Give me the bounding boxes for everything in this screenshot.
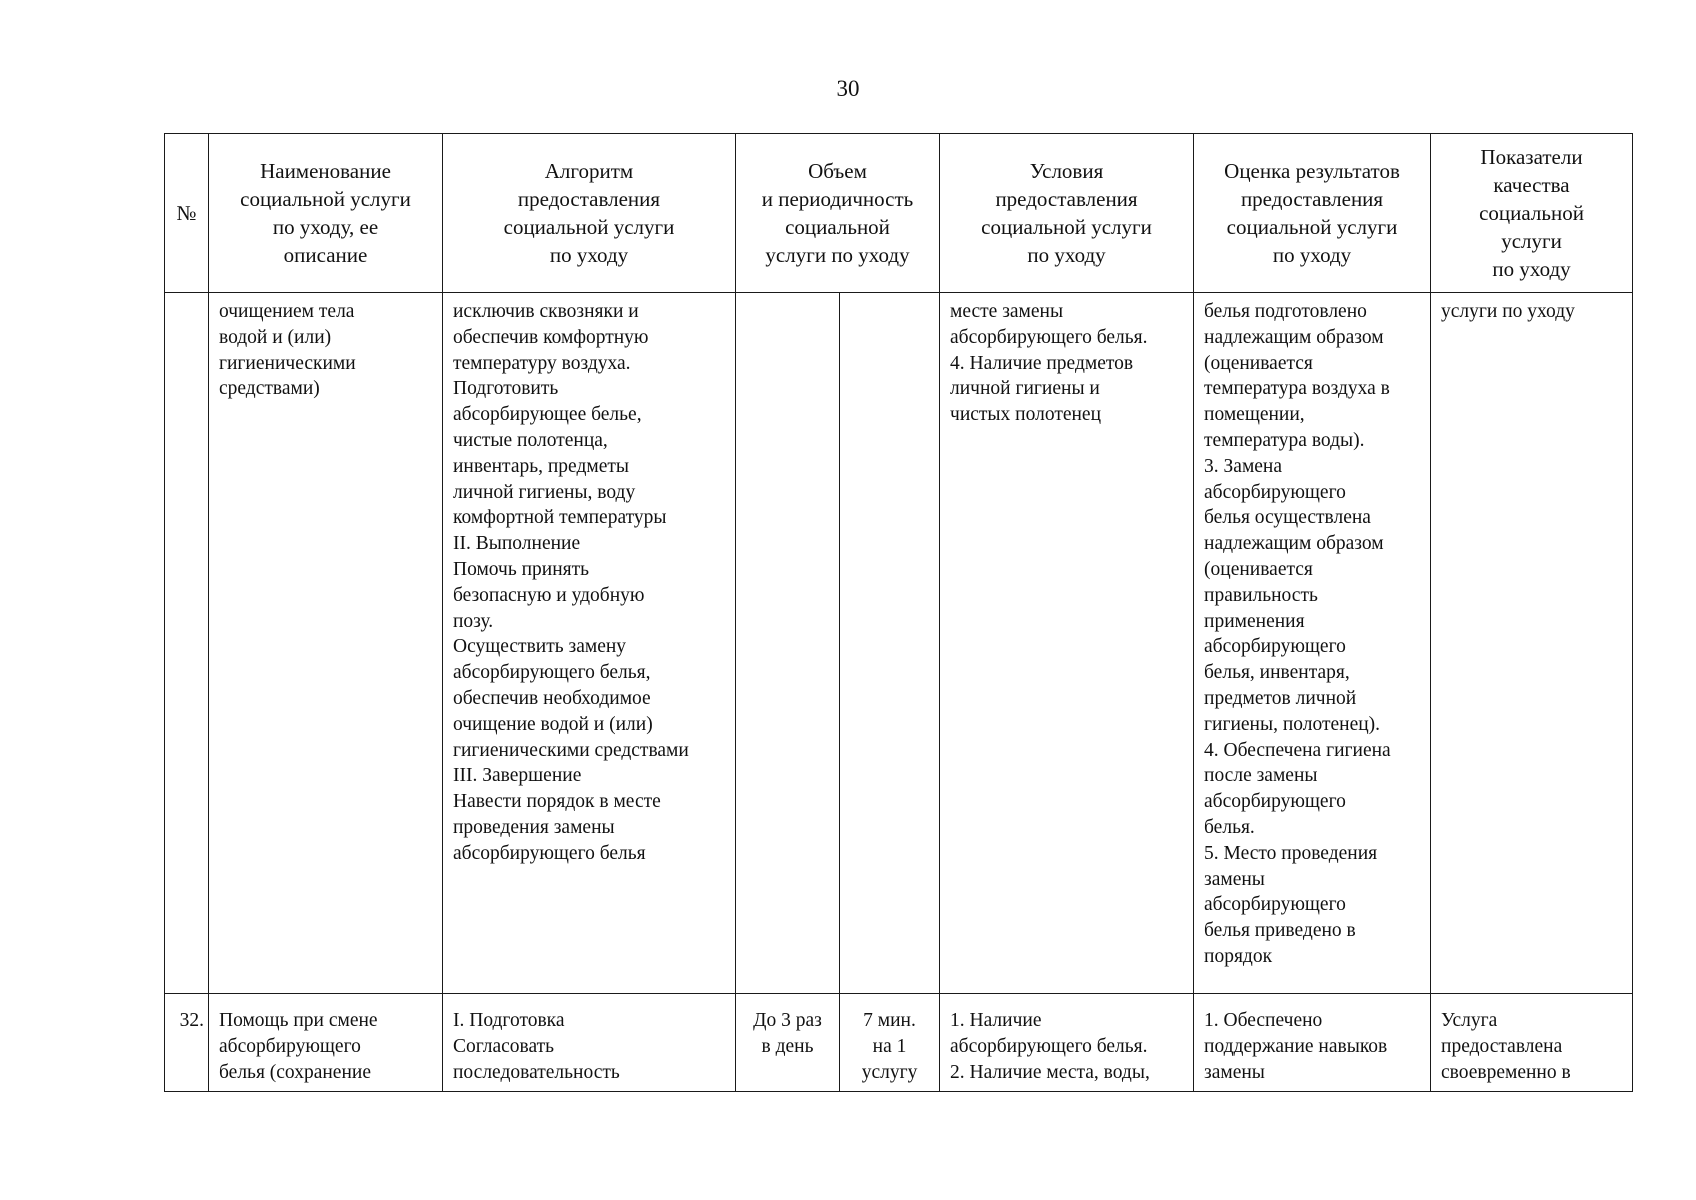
table-header-row	[165, 134, 1633, 293]
row-algorithm: I. Подготовка Согласовать последовательность	[443, 994, 736, 1092]
row-conditions: 1. Наличие абсорбирующего белья. 2. Наличие места, воды,	[940, 994, 1194, 1092]
header-quality: Показатели качества социальной услуги по уходу	[1431, 134, 1633, 293]
row-num	[165, 293, 209, 994]
header-algorithm: Алгоритм предоставления социальной услуги по уходу	[443, 134, 736, 293]
header-conditions: Условия предоставления социальной услуги по уходу	[940, 134, 1194, 293]
header-evaluation: Оценка результатов предоставления социальной услуги по уходу	[1194, 134, 1431, 293]
row-evaluation: белья подготовлено надлежащим образом (оценивается температура воздуха в помещении, температура воды). 3. Замена абсорбирующего белья осуществлена надлежащим образом (оценивается правильность применения абсорбирующего белья, инвентаря, предметов личной гигиены, полотенец). 4. Обеспечена гигиена после замены абсорбирующего белья. 5. Место проведения замены абсорбирующего белья приведено в порядок	[1194, 293, 1431, 994]
row-name: Помощь при смене абсорбирующего белья (сохранение	[209, 994, 443, 1092]
services-table	[164, 133, 1633, 1092]
row-duration: 7 мин. на 1 услугу	[840, 994, 940, 1092]
row-num: 32.	[165, 994, 209, 1092]
row-algorithm: исключив сквозняки и обеспечив комфортную температуру воздуха. Подготовить абсорбирующее белье, чистые полотенца, инвентарь, предметы личной гигиены, воду комфортной температуры II. Выполнение Помочь принять безопасную и удобную позу. Осуществить замену абсорбирующего белья, обеспечив необходимое очищение водой и (или) гигиеническими средствами III. Завершение Навести порядок в месте проведения замены абсорбирующего белья	[443, 293, 736, 994]
header-name: Наименование социальной услуги по уходу, ее описание	[209, 134, 443, 293]
header-volume: Объем и периодичность социальной услуги по уходу	[736, 134, 940, 293]
row-duration	[840, 293, 940, 994]
row-frequency: До 3 раз в день	[736, 994, 840, 1092]
row-name: очищением тела водой и (или) гигиеническими средствами)	[209, 293, 443, 994]
row-frequency	[736, 293, 840, 994]
page-number: 30	[836, 76, 860, 101]
header-num: №	[165, 134, 209, 293]
row-quality: Услуга предоставлена своевременно в	[1431, 994, 1633, 1092]
row-conditions: месте замены абсорбирующего белья. 4. Наличие предметов личной гигиены и чистых полотенец	[940, 293, 1194, 994]
row-quality: услуги по уходу	[1431, 293, 1633, 994]
table-row	[165, 293, 1633, 994]
row-evaluation: 1. Обеспечено поддержание навыков замены	[1194, 994, 1431, 1092]
table-row	[165, 994, 1633, 1092]
